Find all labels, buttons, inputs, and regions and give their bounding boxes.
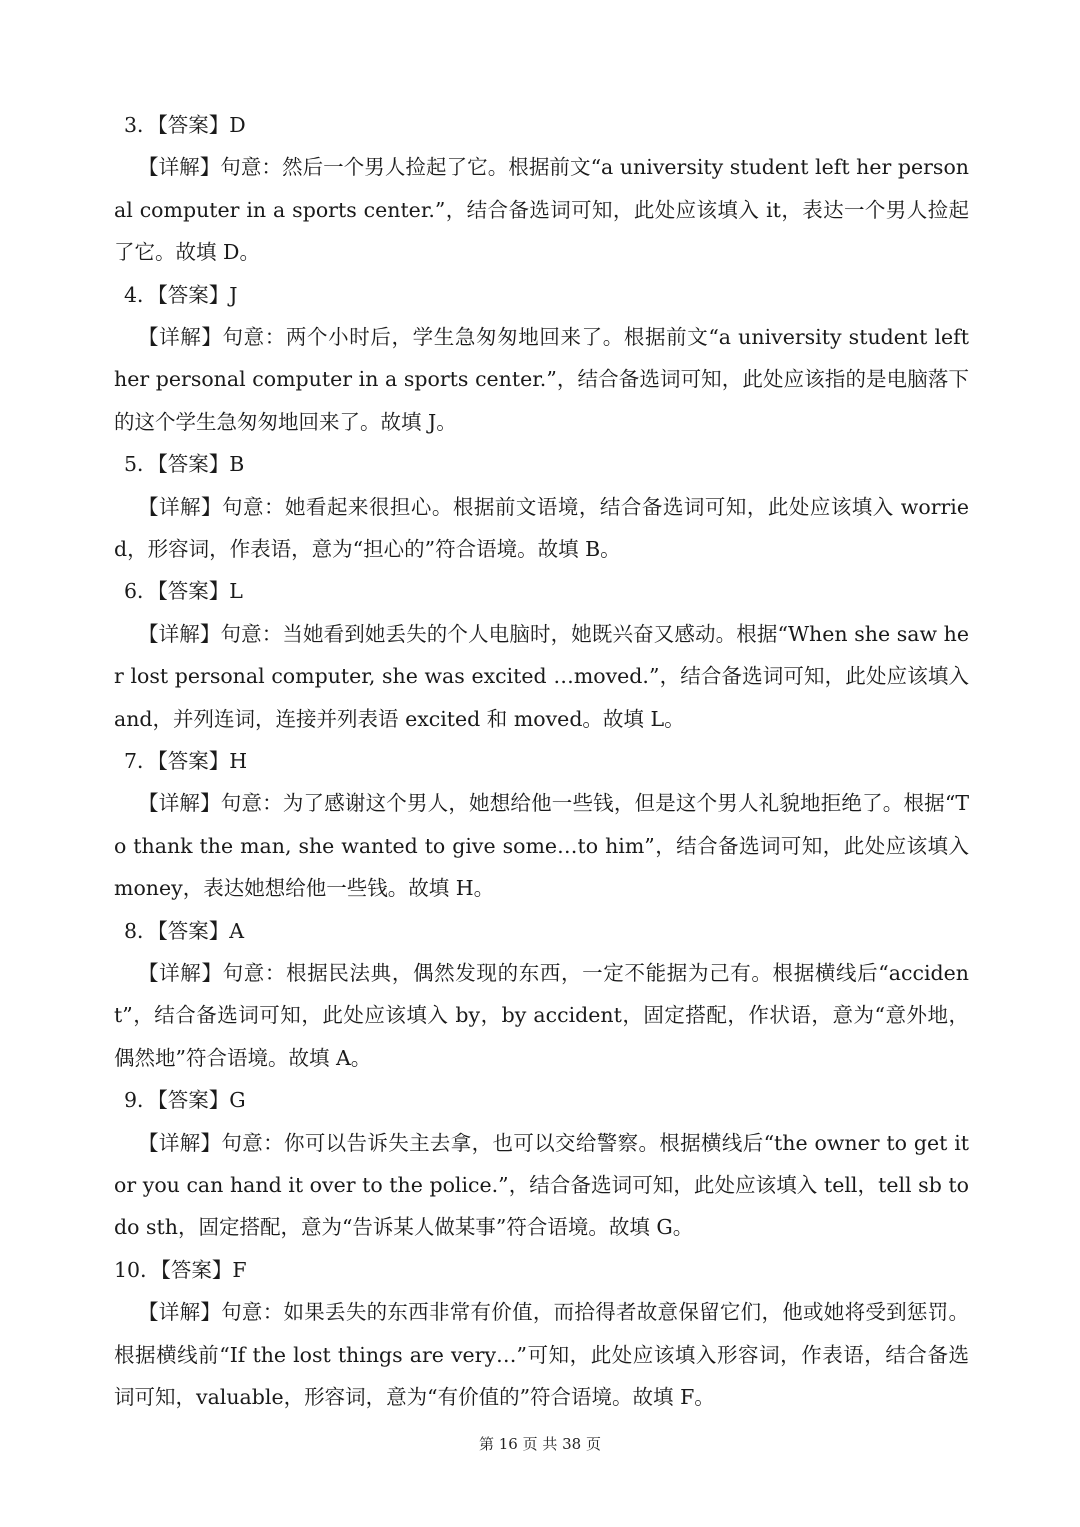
answer-label: 3．【答案】D bbox=[124, 113, 246, 137]
answer-explanations bbox=[114, 104, 969, 1418]
explanation-paragraph: 【详解】句意：你可以告诉失主去拿，也可以交给警察。根据横线后“the owner to get it or you can hand it over to the police.”，结合备选词可知，此处应该填入 tell，tell sb to do sth，固定搭配，意为“告诉某人做某事”符合语境。故填 G。 bbox=[114, 1130, 969, 1240]
explanation-paragraph: 【详解】句意：两个小时后，学生急匆匆地回来了。根据前文“a university student left her personal computer in a sports center.”，结合备选词可知，此处应该指的是电脑落下的这个学生急匆匆地回来了。故填 J。 bbox=[114, 325, 969, 434]
answer-label: 4．【答案】J bbox=[124, 282, 238, 307]
answer-label: 6．【答案】L bbox=[124, 579, 243, 604]
explanation-paragraph: 【详解】句意：为了感谢这个男人，她想给他一些钱，但是这个男人礼貌地拒绝了。根据“To thank the man, she wanted to give some…to him”，结合备选词可知，此处应该填入 money，表达她想给他一些钱。故填 H。 bbox=[114, 791, 969, 901]
answer-label: 7．【答案】H bbox=[124, 749, 248, 774]
answer-label: 5．【答案】B bbox=[124, 452, 245, 477]
answer-label: 9．【答案】G bbox=[124, 1088, 246, 1113]
answer-item-9 bbox=[114, 1079, 969, 1249]
explanation-paragraph: 【详解】句意：当她看到她丢失的个人电脑时，她既兴奋又感动。根据“When she saw her lost personal computer, she was excited …moved.”，结合备选词可知，此处应该填入 and，并列连词，连接并列表语 excited 和 moved。故填 L。 bbox=[114, 621, 969, 731]
answer-item-4 bbox=[114, 274, 969, 444]
answer-item-5 bbox=[114, 443, 969, 570]
answer-item-6 bbox=[114, 570, 969, 740]
explanation-paragraph: 【详解】句意：根据民法典，偶然发现的东西，一定不能据为己有。根据横线后“accident”，结合备选词可知，此处应该填入 by，by accident，固定搭配，作状语，意为“意外地，偶然地”符合语境。故填 A。 bbox=[114, 961, 969, 1070]
page-number-footer: 第 16 页 共 38 页 bbox=[478, 1435, 601, 1453]
answer-label: 8．【答案】A bbox=[124, 918, 245, 943]
answer-label: 10．【答案】F bbox=[114, 1257, 247, 1282]
answer-item-7 bbox=[114, 740, 969, 910]
answer-item-8 bbox=[114, 910, 969, 1080]
answer-item-3 bbox=[114, 104, 969, 274]
explanation-paragraph: 【详解】句意：然后一个男人捡起了它。根据前文“a university student left her personal computer in a sports center.”，结合备选词可知，此处应该填入 it，表达一个男人捡起了它。故填 D。 bbox=[114, 155, 969, 265]
explanation-paragraph: 【详解】句意：她看起来很担心。根据前文语境，结合备选词可知，此处应该填入 worried，形容词，作表语，意为“担心的”符合语境。故填 B。 bbox=[114, 494, 969, 562]
explanation-paragraph: 【详解】句意：如果丢失的东西非常有价值，而拾得者故意保留它们，他或她将受到惩罚。根据横线前“If the lost things are very…”可知，此处应该填入形容词，作表语，结合备选词可知，valuable，形容词，意为“有价值的”符合语境。故填 F。 bbox=[114, 1300, 969, 1410]
answer-item-10 bbox=[114, 1249, 969, 1419]
